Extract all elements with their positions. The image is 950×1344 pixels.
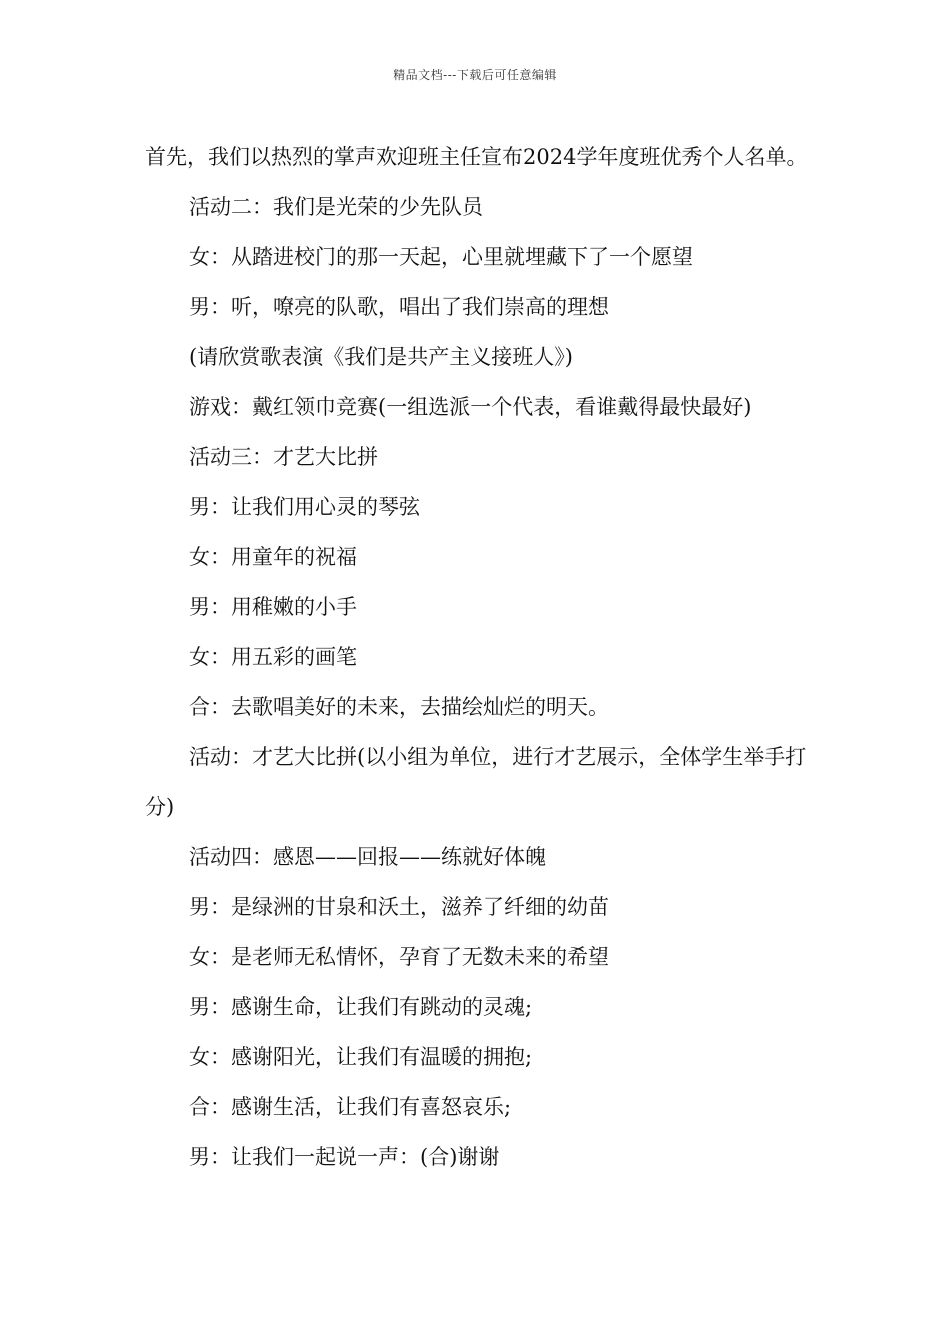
paragraph-activity-two-title: 活动二：我们是光荣的少先队员 [189, 195, 483, 219]
paragraph-dialogue: 女：从踏进校门的那一天起，心里就埋藏下了一个愿望 [189, 245, 693, 269]
paragraph-dialogue: 女：用童年的祝福 [189, 545, 357, 569]
paragraph-dialogue: 男：听，嘹亮的队歌，唱出了我们崇高的理想 [189, 295, 609, 319]
paragraph-activity-three-title: 活动三：才艺大比拼 [189, 445, 378, 469]
paragraph-activity-four-title: 活动四：感恩——回报——练就好体魄 [189, 845, 546, 869]
paragraph-dialogue: 男：让我们用心灵的琴弦 [189, 495, 420, 519]
paragraph-game: 游戏：戴红领巾竞赛(一组选派一个代表，看谁戴得最快最好) [189, 395, 752, 419]
paragraph-dialogue: 男：让我们一起说一声：(合)谢谢 [189, 1145, 500, 1169]
paragraph-dialogue: 女：是老师无私情怀，孕育了无数未来的希望 [189, 945, 609, 969]
paragraph-intro: 首先，我们以热烈的掌声欢迎班主任宣布2024学年度班优秀个人名单。 [145, 145, 808, 169]
document-body [145, 132, 810, 1182]
paragraph-dialogue: 男：感谢生命，让我们有跳动的灵魂; [189, 995, 533, 1019]
paragraph-dialogue: 男：用稚嫩的小手 [189, 595, 357, 619]
paragraph-dialogue: 女：用五彩的画笔 [189, 645, 357, 669]
paragraph-dialogue: 合：去歌唱美好的未来，去描绘灿烂的明天。 [189, 695, 609, 719]
paragraph-activity-talent: 活动：才艺大比拼(以小组为单位，进行才艺展示，全体学生举手打分) [145, 745, 807, 819]
page-header: 精品文档---下载后可任意编辑 [393, 68, 557, 82]
paragraph-dialogue: 女：感谢阳光，让我们有温暖的拥抱; [189, 1045, 533, 1069]
paragraph-dialogue: 合：感谢生活，让我们有喜怒哀乐; [189, 1095, 512, 1119]
paragraph-dialogue: 男：是绿洲的甘泉和沃土，滋养了纤细的幼苗 [189, 895, 609, 919]
paragraph-performance-note: (请欣赏歌表演《我们是共产主义接班人》) [189, 345, 573, 369]
